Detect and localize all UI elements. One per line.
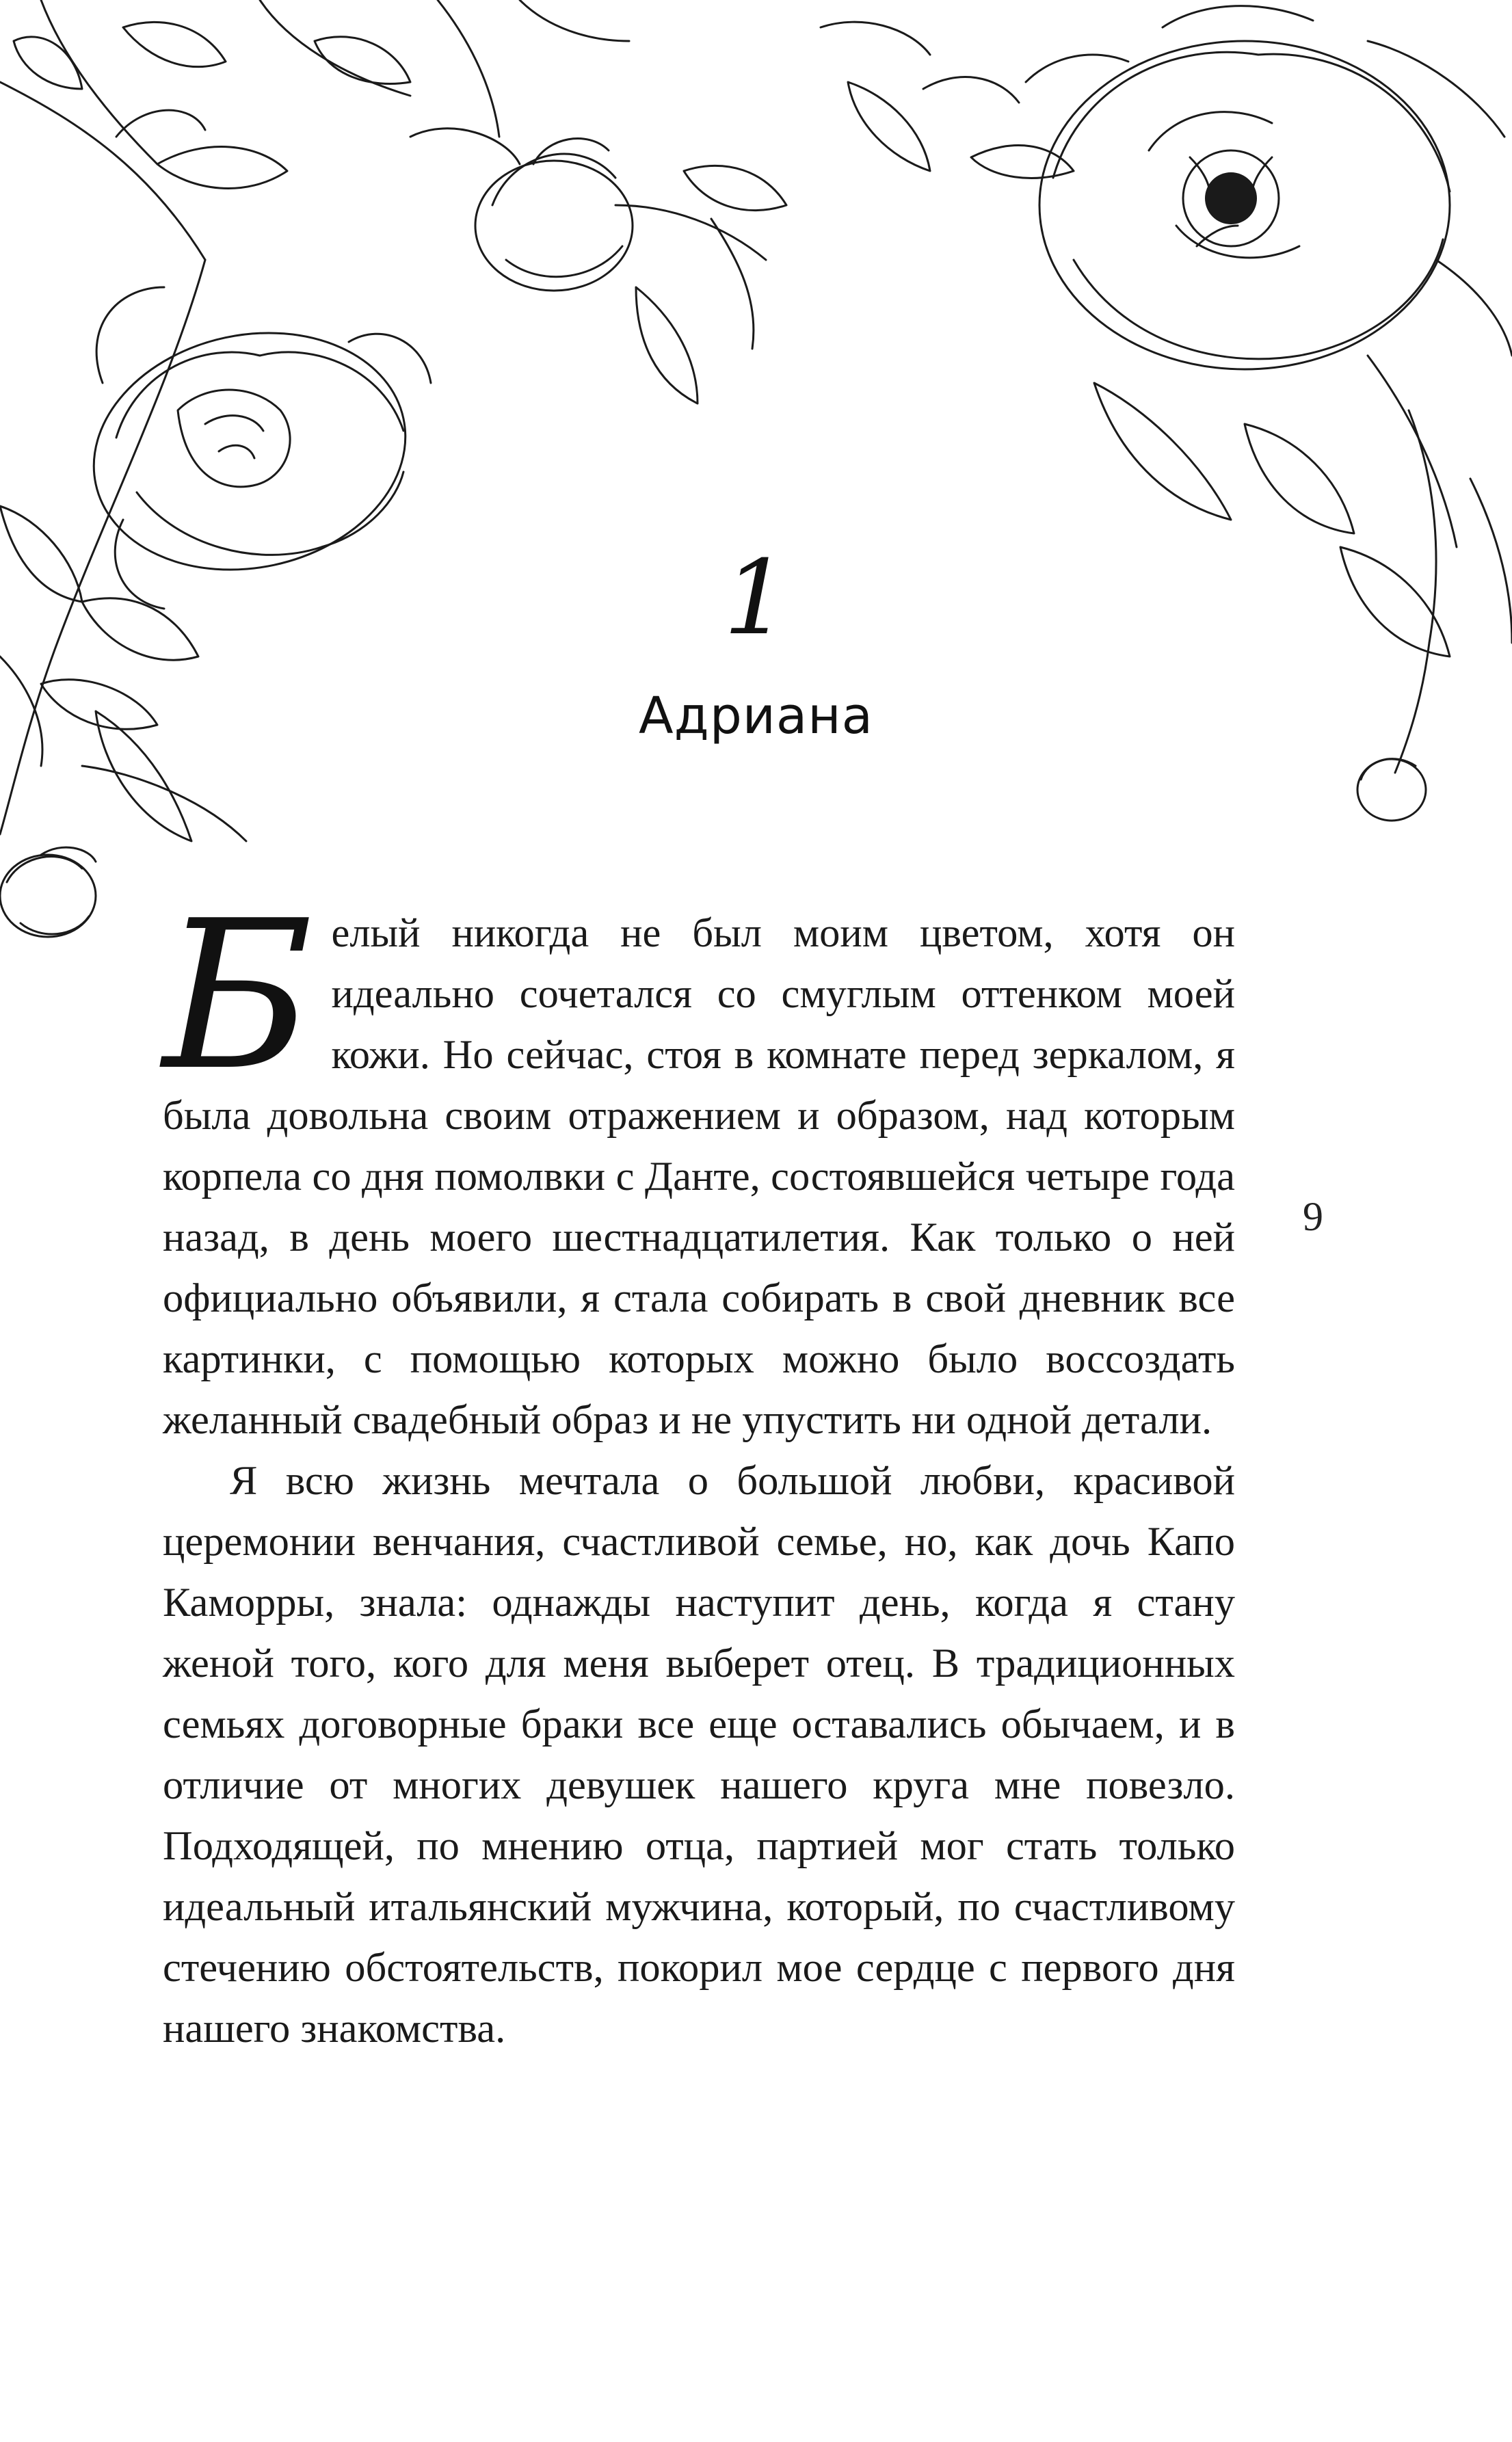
paragraph-1 [163,877,1235,1450]
peony-floral-illustration [0,0,1512,957]
chapter-number: 1 [723,539,789,658]
paragraph-2: Я всю жизнь мечтала о большой любви, красивой церемонии венчания, счастливой семье, но, как дочь Капо Каморры, знала: однажды наступит день, когда я стану женой того, кого для меня выберет отец. В традиционных семьях договорные браки все еще оставались обычаем, и в отличие от многих девушек нашего круга мне повезло. Подходящей, по мнению отца, партией мог стать только идеальный итальянский мужчина, который, по счастливому стечению обстоятельств, покорил мое сердце с первого дня нашего знакомства. [163,1458,1235,2052]
chapter-title: Адриана [639,687,873,745]
paragraph-1-text: елый никогда не был моим цветом, хотя он идеально сочетался со смуглым оттенком моей кожи. Но сейчас, стоя в комнате перед зеркалом, я была довольна своим отражением и образом, над которым корпела со дня помолвки с Данте, состоявшейся четыре года назад, в день моего шестнадцатилетия. Как только о ней официально объявили, я стала собирать в свой дневник все картинки, с помощью которых можно было воссоздать желанный свадебный образ и не упустить ни одной детали. [163,910,1235,1443]
chapter-body [163,877,1235,2059]
drop-cap: Б [163,877,314,1115]
page-number: 9 [1303,1194,1323,1239]
